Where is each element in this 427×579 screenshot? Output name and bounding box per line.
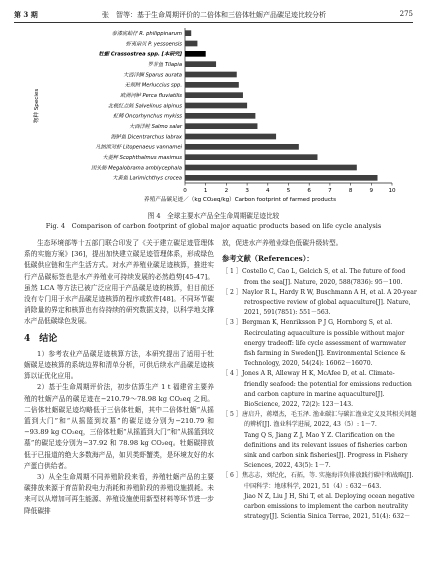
bar <box>185 103 247 109</box>
running-header <box>14 8 413 23</box>
reference-item: Tang Q S, Jiang Z J, Mao Y Z. Clarification on the definitions and its relevant issues of fisheries carbon sink and carbon sink fisheries[J]. Progress in Fishery Sciences, 2022, 43(5): 1－7. <box>244 431 408 470</box>
category-label: 牡蛎 Crassostrea spp. [本研究] <box>98 51 182 58</box>
paragraph: 2）基于生命周期评价法，初步估算生产 1 t 福建省主要养殖的牡蛎产品的碳足迹在−210.79～78.98 kg CO₂eq 之间。二倍体牡蛎碳足迹均略低于三倍体牡蛎，其中二倍体牡蛎“从摇篮到大门”和“从摇篮到坟墓”的碳足迹分别为−210.79 和−93.89 kg CO₂eq，三倍体牡蛎“从摇篮到大门”和“从摇篮到坟墓”的碳足迹分别为−37.92 和 78.98 kg CO₂eq。牡蛎碳排放低于已报道的绝大多数海产品，如贝类虾蟹类，是环境友好的水产蛋白供给者。 <box>24 383 214 470</box>
x-tick-label: 0 <box>183 188 187 194</box>
bar <box>185 113 255 119</box>
references-heading: 参考文献（References）： <box>222 254 314 264</box>
reference-item: Jiao N Z, Liu J H, Shi T, et al. Deploying ocean negative carbon emissions to implement the carbon neutrality strategy[J]. Scientia Sinica Terrae, 2021, 51(4): 632－ <box>244 492 415 521</box>
category-label: 大黄鱼 Larimichthys crocea <box>112 175 182 182</box>
bar <box>185 51 206 57</box>
category-label: 团头鲂 Megalobrama amblycephala <box>91 165 182 172</box>
paragraph: 3）从全生命周期不同养殖阶段来看，养殖牡蛎产品的主要碳排放来源于育苗阶段电力消耗和养殖阶段的养殖设施损耗。未来可以从增加可再生能源、养殖设施使用新型材料等环节进一步降低碳排 <box>24 473 214 515</box>
reference-item: ［ 1 ］Costello C, Cao L, Gelcich S, et al. The future of food from the sea[J]. Nature, 2020, 588(7836): 95－100. <box>222 268 406 286</box>
category-label: 泰漆底蛤仔 R. philippinarum <box>111 31 182 38</box>
right-column <box>222 238 418 522</box>
section-heading-conclusion: 4 结论 <box>24 333 58 344</box>
category-label: 大西洋鲑 Salmo salar <box>129 124 182 131</box>
reference-item: ［ 3 ］Bergman K, Henriksson P J G, Hornborg S, et al. Recirculating aquaculture is possible without major energy tradeoff: life cycle assessment of warmwater fish farming in Sweden[J]. Environmental Science & Technology, 2020, 54(24): 16062－16070. <box>222 319 406 368</box>
bar <box>185 61 216 67</box>
bar <box>185 123 257 129</box>
page-number: 275 <box>399 10 413 18</box>
bar <box>185 72 237 78</box>
bar <box>185 92 243 98</box>
category-label: 虹鳟 Oncorhynchus mykiss <box>113 113 182 120</box>
category-label: 罗非鱼 Tilapia <box>147 62 182 69</box>
bar <box>185 134 276 140</box>
category-label: 虾夷扇贝 P. yessoensis <box>125 41 182 48</box>
category-label: 无须鳕 Merluccius spp. <box>124 82 182 89</box>
x-tick-label: 1 <box>203 188 208 194</box>
x-tick-label: 10 <box>388 188 396 194</box>
reference-item: ［ 4 ］Jones A R, Alleway H K, McAfee D, et al. Climate-friendly seafood: the potential for emissions reduction and carbon capture in marine aquaculture[J]. BioScience, 2022, 72(2): 123－143. <box>222 370 412 409</box>
x-tick-label: 4 <box>266 188 270 194</box>
x-tick-label: 6 <box>307 188 311 194</box>
bar <box>185 30 191 36</box>
category-label: 大菱鲆 Scophthalmus maximus <box>102 155 182 162</box>
x-tick-label: 9 <box>369 188 374 194</box>
category-label: 海鲈鱼 Dicentrarchus labrax <box>110 134 182 141</box>
figure-caption-cn: 图 4 全球主要水产品全生命周期碳足迹比较 <box>147 212 280 220</box>
bar <box>185 165 357 171</box>
x-tick-label: 8 <box>348 188 353 194</box>
paragraph: 1）参考农业产品碳足迹核算方法，本研究提出了适用于牡蛎碳足迹核算的系统边界和清单分析，可供后续水产品碳足迹核算以证优化应用。 <box>24 349 214 381</box>
reference-item: ［ 5 ］唐启升，蒋增杰，毛玉泽. 渔业碳汇与碳汇渔业定义及其相关问题的辨析[J]. 渔业科学进展, 2022, 43（5）: 1－7. <box>222 411 417 429</box>
bar <box>185 144 299 150</box>
x-tick-label: 2 <box>224 188 229 194</box>
left-column <box>24 238 214 517</box>
reference-item: ［ 2 ］Naylor R L, Hardy R W, Buschmann A H, et al. A 20-year retrospective review of global aquaculture[J]. Nature, 2021, 591(7851): 551－563. <box>222 288 417 317</box>
category-label: 欧洲河鲈 Perca fluviatilis <box>120 93 182 100</box>
carbon-footprint-bar-chart <box>0 26 427 206</box>
y-axis-label: 物种 Species <box>34 88 40 124</box>
category-label: 大西洋鲷 Sparus aurata <box>123 72 182 79</box>
reference-item: ［ 6 ］焦志志，刘纪化，石拓，等. 实施海洋负排放践行碳中和战略[J]. 中国科学：地球科学, 2021, 51（4）: 632－643. <box>222 472 414 490</box>
category-label: 北极红点鲑 Salvelinus alpinus <box>107 103 182 110</box>
bar <box>185 175 378 181</box>
issue-number: 第 3 期 <box>14 10 38 19</box>
plot-area <box>91 28 396 194</box>
running-title: 张 智等：基于生命周期评价的二倍体和三倍体牡蛎产品碳足迹比较分析 <box>102 11 326 19</box>
figure-caption-en: Fig. 4 Comparison of carbon footprint of global major aquatic products based on life cycle analysis <box>45 222 382 230</box>
x-tick-label: 5 <box>286 188 291 194</box>
paragraph: 放，促进水产养殖业绿色低碳升级转型。 <box>222 239 343 247</box>
bar <box>185 41 197 47</box>
x-tick-label: 7 <box>328 188 332 194</box>
x-axis-label: 养殖产品碳足迹／（kg CO₂eq/kg）Carbon footprint of farmed products <box>144 197 336 203</box>
bar <box>185 154 317 160</box>
category-label: 凡纳滨对虾 Litopenaeus vannamei <box>95 144 182 151</box>
x-tick-label: 3 <box>245 188 249 194</box>
paragraph: 生态环境部等十五部门联合印发了《关于建立碳足迹管理体系的实施方案》[36]，提出加快建立碳足迹管理体系，形成绿色低碳供应链和生产生活方式。对水产养殖业碳足迹核算，推进实行产品碳标签也是水产养殖业可持续发展的必然趋势[45-47]。虽然 LCA 等方法已被广泛应用于产品碳足迹的核算，但目前还没有专门用于水产品碳足迹核算的程序或软件[48]。不同环节碳消除量的界定和核算也有待持续的研究数据支持，以科学地支撑水产品低碳绿色发展。 <box>24 239 214 326</box>
bar <box>185 82 239 88</box>
